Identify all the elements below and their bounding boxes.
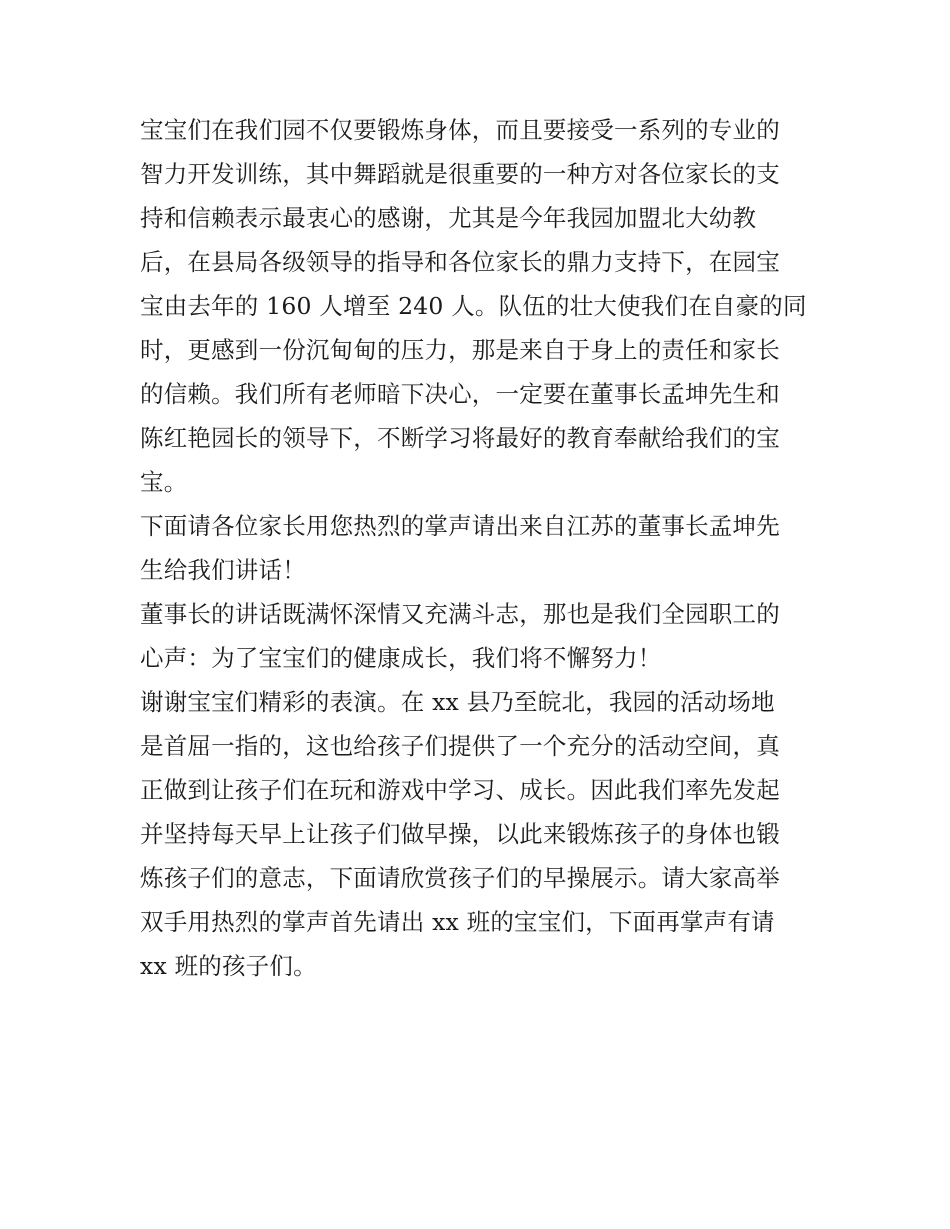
text-line: 后，在县局各级领导的指导和各位家长的鼎力支持下，在园宝 [140, 248, 780, 276]
text-line: 的信赖。我们所有老师暗下决心，一定要在董事长孟坤先生和 [140, 380, 780, 408]
text-line: 宝宝们在我们园不仅要锻炼身体，而且要接受一系列的专业的 [140, 116, 780, 144]
text-line: 陈红艳园长的领导下，不断学习将最好的教育奉献给我们的宝 [140, 424, 780, 452]
text-line: 宝。 [140, 468, 188, 496]
paragraph-2 [140, 504, 812, 592]
paragraph-3 [140, 592, 812, 680]
text-line: 心声：为了宝宝们的健康成长，我们将不懈努力！ [140, 644, 662, 672]
text-line: 双手用热烈的掌声首先请出 xx 班的宝宝们，下面再掌声有请 [140, 908, 775, 936]
text-line: 时，更感到一份沉甸甸的压力，那是来自于身上的责任和家长 [140, 336, 780, 364]
text-line: 下面请各位家长用您热烈的掌声请出来自江苏的董事长孟坤先 [140, 512, 780, 540]
text-line: 谢谢宝宝们精彩的表演。在 xx 县乃至皖北，我园的活动场地 [140, 688, 775, 716]
text-line: 宝由去年的 160 人增至 240 人。队伍的壮大使我们在自豪的同 [140, 292, 807, 320]
text-line: 正做到让孩子们在玩和游戏中学习、成长。因此我们率先发起 [140, 776, 780, 804]
document-body [140, 108, 812, 988]
text-line: xx 班的孩子们。 [140, 952, 317, 980]
text-line: 董事长的讲话既满怀深情又充满斗志，那也是我们全园职工的 [140, 600, 780, 628]
text-line: 生给我们讲话！ [140, 556, 306, 584]
text-line: 炼孩子们的意志，下面请欣赏孩子们的早操展示。请大家高举 [140, 864, 780, 892]
text-line: 智力开发训练，其中舞蹈就是很重要的一种方对各位家长的支 [140, 160, 780, 188]
text-line: 持和信赖表示最衷心的感谢，尤其是今年我园加盟北大幼教 [140, 204, 757, 232]
paragraph-4 [140, 680, 812, 988]
paragraph-1 [140, 108, 812, 504]
text-line: 是首屈一指的，这也给孩子们提供了一个充分的活动空间，真 [140, 732, 780, 760]
text-line: 并坚持每天早上让孩子们做早操，以此来锻炼孩子的身体也锻 [140, 820, 780, 848]
